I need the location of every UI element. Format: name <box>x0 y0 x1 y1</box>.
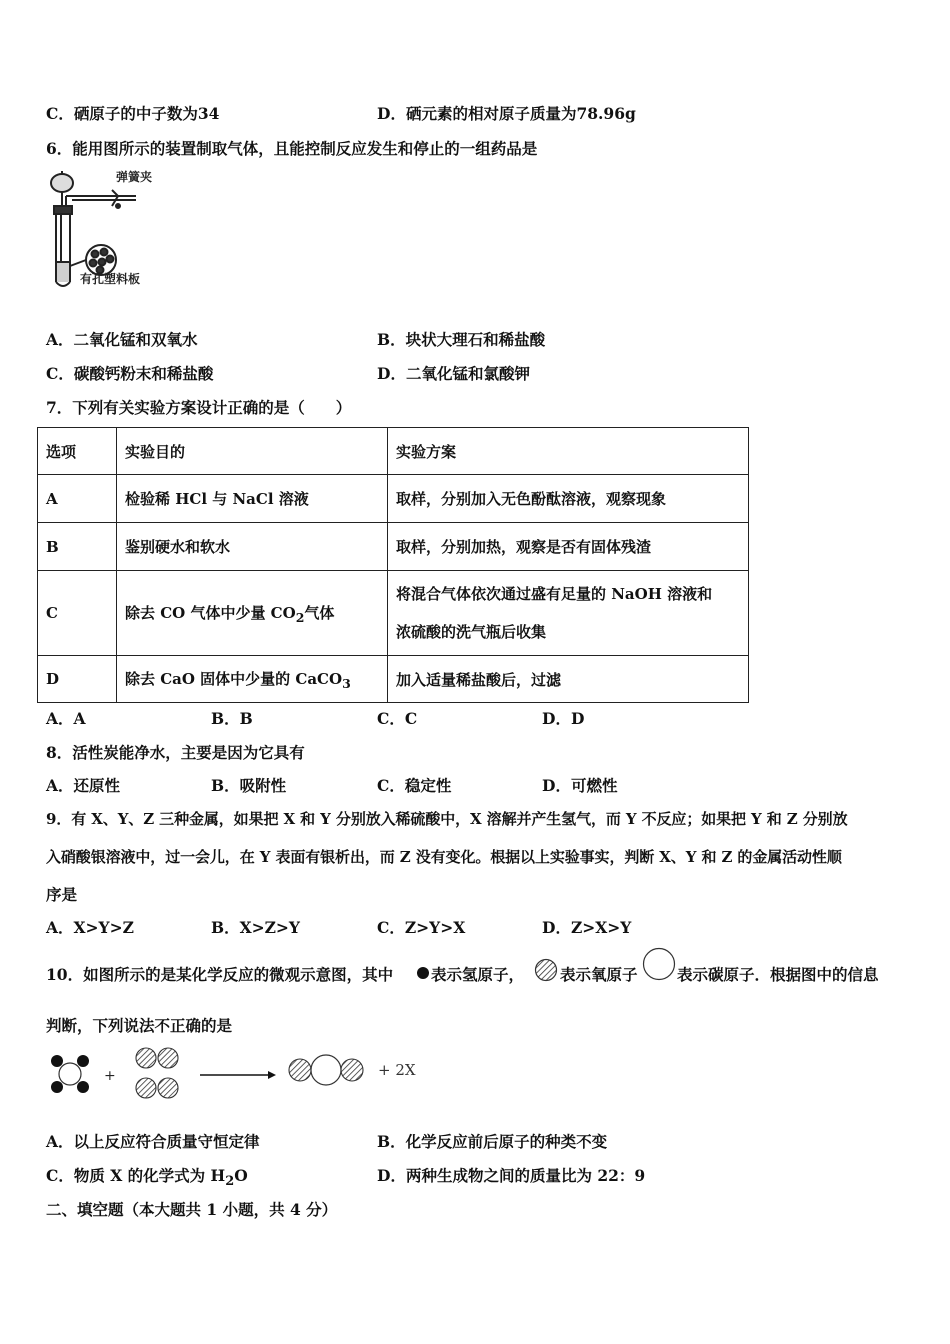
row-purpose: 鉴别硬水和软水 <box>117 523 388 571</box>
q9-option-b: B．X>Z>Y <box>211 918 300 937</box>
q8-stem: 8．活性炭能净水，主要是因为它具有 <box>46 743 305 762</box>
q8-option-d: D．可燃性 <box>542 776 618 795</box>
q9-option-c: C．Z>Y>X <box>377 918 466 937</box>
q9-option-d: D．Z>X>Y <box>542 918 632 937</box>
row-option: B <box>38 523 117 571</box>
q9-option-a: A．X>Y>Z <box>46 918 134 937</box>
clamp-label: 弹簧夹 <box>116 170 153 184</box>
reactant-molecule-1 <box>51 1055 89 1093</box>
reaction-diagram <box>46 1044 446 1104</box>
q10-option-c: C．物质 X 的化学式为 $H_2O$ <box>46 1166 248 1190</box>
q7-stem: 7．下列有关实验方案设计正确的是（ ） <box>46 398 352 417</box>
product-molecule <box>289 1055 363 1085</box>
reactant-molecule-2 <box>136 1048 178 1098</box>
q9-stem-line2: 入硝酸银溶液中，过一会儿，在 Y 表面有银析出，而 Z 没有变化。根据以上实验事实，判断 X、Y 和 Z 的金属活动性顺 <box>46 848 842 866</box>
row-option: A <box>38 475 117 523</box>
q10-option-b: B．化学反应前后原子的种类不变 <box>377 1132 608 1151</box>
q6-stem: 6．能用图所示的装置制取气体，且能控制反应发生和停止的一组药品是 <box>46 139 538 158</box>
oxygen-atom-icon <box>534 958 558 982</box>
row-option: C <box>38 571 117 656</box>
row-plan: 取样，分别加入无色酚酞溶液，观察现象 <box>388 475 749 523</box>
header-plan: 实验方案 <box>388 428 749 475</box>
table-row <box>38 656 749 703</box>
row-purpose: 除去 CO 气体中少量 $CO_2$气体 <box>117 571 388 656</box>
q8-option-c: C．稳定性 <box>377 776 452 795</box>
q10-stem-a: 10．如图所示的是某化学反应的微观示意图，其中 <box>46 965 394 984</box>
gas-generator-apparatus <box>44 166 174 296</box>
row-purpose: 除去 CaO 固体中少量的 CaCO$_3$ <box>117 656 388 703</box>
carbon-atom-icon <box>642 947 676 981</box>
table-header-row <box>38 428 749 475</box>
row-plan: 将混合气体依次通过盛有足量的 NaOH 溶液和 浓硫酸的洗气瓶后收集 <box>388 571 749 656</box>
q9-stem-line1: 9．有 X、Y、Z 三种金属，如果把 X 和 Y 分别放入稀硫酸中，X 溶解并产生氢气，而 Y 不反应；如果把 Y 和 Z 分别放 <box>46 810 848 828</box>
q6-option-c: C．碳酸钙粉末和稀盐酸 <box>46 364 214 383</box>
plus-sign: + <box>104 1068 116 1084</box>
q10-stem-b: 表示氢原子， <box>431 965 525 984</box>
q10-stem-c: 表示氧原子 <box>560 965 638 984</box>
row-plan: 加入适量稀盐酸后，过滤 <box>388 656 749 703</box>
q7-option-a: A．A <box>46 709 86 728</box>
q10-option-a: A．以上反应符合质量守恒定律 <box>46 1132 260 1151</box>
q10-stem-d: 表示碳原子．根据图中的信息 <box>677 965 879 984</box>
row-option: D <box>38 656 117 703</box>
q6-option-a: A．二氧化锰和双氧水 <box>46 330 198 349</box>
row-purpose: 检验稀 HCl 与 NaCl 溶液 <box>117 475 388 523</box>
table-row <box>38 523 749 571</box>
q9-stem-line3: 序是 <box>46 885 78 904</box>
q8-option-a: A．还原性 <box>46 776 121 795</box>
header-option: 选项 <box>38 428 117 475</box>
q10-option-d: D．两种生成物之间的质量比为 22：9 <box>377 1166 646 1185</box>
q7-option-d: D．D <box>542 709 585 728</box>
hydrogen-atom-icon <box>416 966 430 980</box>
experiment-table <box>37 427 749 703</box>
section-heading: 二、填空题（本大题共 1 小题，共 4 分） <box>46 1200 338 1219</box>
header-purpose: 实验目的 <box>117 428 388 475</box>
q8-option-b: B．吸附性 <box>211 776 287 795</box>
product-2x: + 2X <box>378 1061 416 1079</box>
table-row <box>38 475 749 523</box>
table-row <box>38 571 749 656</box>
q6-option-d: D．二氧化锰和氯酸钾 <box>377 364 530 383</box>
q5-option-c: C．硒原子的中子数为34 <box>46 104 220 123</box>
row-plan: 取样，分别加热，观察是否有固体残渣 <box>388 523 749 571</box>
q10-stem-line2: 判断，下列说法不正确的是 <box>46 1016 233 1035</box>
q7-option-c: C．C <box>377 709 418 728</box>
q6-option-b: B．块状大理石和稀盐酸 <box>377 330 546 349</box>
q5-option-d: D．硒元素的相对原子质量为78.96g <box>377 104 636 123</box>
plate-label: 有孔塑料板 <box>80 272 141 286</box>
q7-option-b: B．B <box>211 709 253 728</box>
